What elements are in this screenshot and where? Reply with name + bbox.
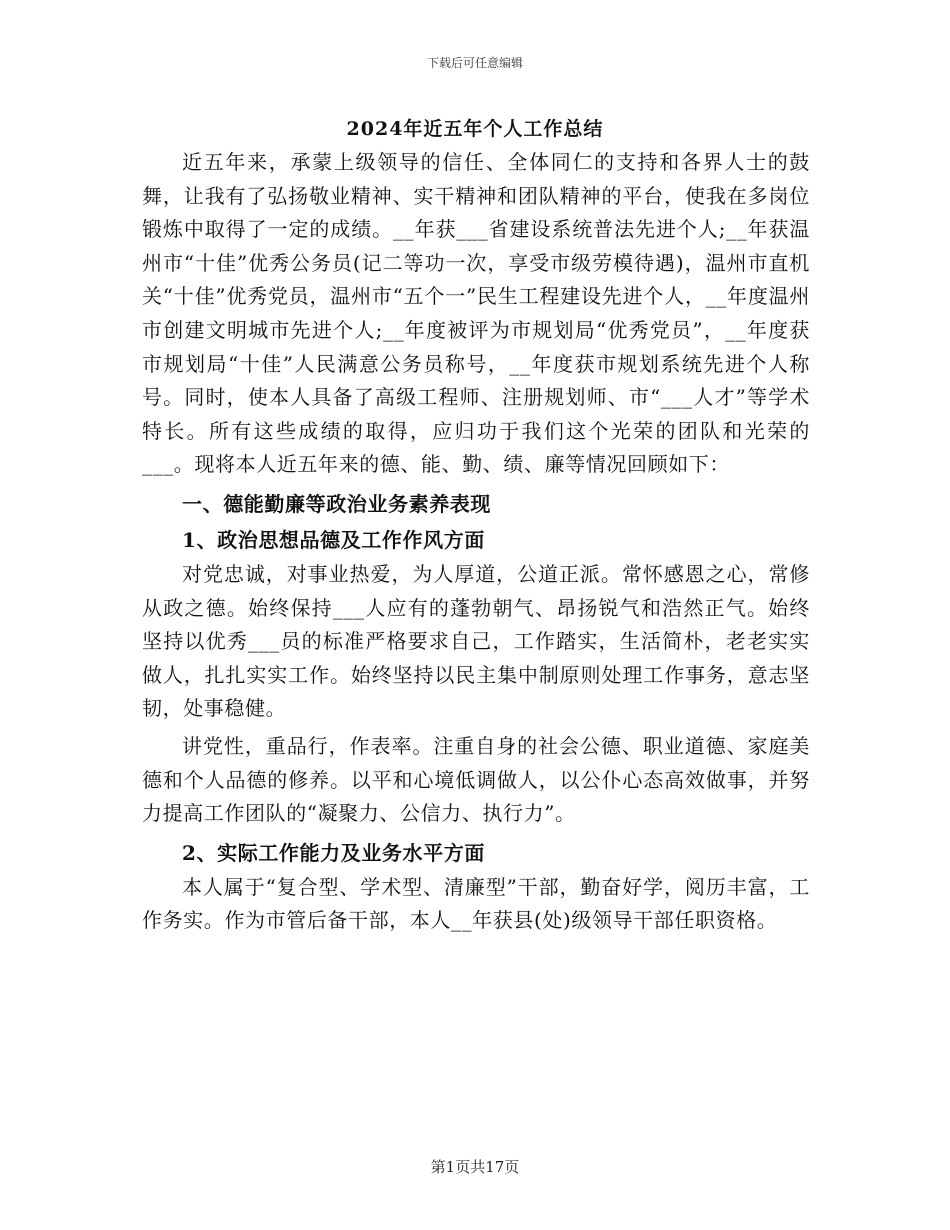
page-number: 第1页共17页 xyxy=(430,1158,520,1176)
subsection-1-paragraph-1: 对党忠诚，对事业热爱，为人厚道，公道正派。常怀感恩之心，常修从政之德。始终保持___人应有的蓬勃朝气、昂扬锐气和浩然正气。始终坚持以优秀___员的标准严格要求自己，工作踏实，生活简朴，老老实实做人，扎扎实实工作。始终坚持以民主集中制原则处理工作事务，意志坚韧，处事稳健。 xyxy=(142,561,810,721)
subsection-heading-1: 1、政治思想品德及工作作风方面 xyxy=(182,527,485,552)
subsection-1-paragraph-2: 讲党性，重品行，作表率。注重自身的社会公德、职业道德、家庭美德和个人品德的修养。以平和心境低调做人，以公仆心态高效做事，并努力提高工作团队的“凝聚力、公信力、执行力”。 xyxy=(142,733,810,826)
subsection-heading-2: 2、实际工作能力及业务水平方面 xyxy=(182,840,485,865)
header-note: 下载后可任意编辑 xyxy=(426,56,523,70)
document-title: 2024年近五年个人工作总结 xyxy=(346,118,604,140)
intro-paragraph: 近五年来，承蒙上级领导的信任、全体同仁的支持和各界人士的鼓舞，让我有了弘扬敬业精神、实干精神和团队精神的平台，使我在多岗位锻炼中取得了一定的成绩。__年获___省建设系统普法先进个人;__年获温州市“十佳”优秀公务员(记二等功一次，享受市级劳模待遇)，温州市直机关“十佳”优秀党员，温州市“五个一”民生工程建设先进个人，__年度温州市创建文明城市先进个人;__年度被评为市规划局“优秀党员”，__年度获市规划局“十佳”人民满意公务员称号，__年度获市规划系统先进个人称号。同时，使本人具备了高级工程师、注册规划师、市“___人才”等学术特长。所有这些成绩的取得，应归功于我们这个光荣的团队和光荣的___。现将本人近五年来的德、能、勤、绩、廉等情况回顾如下： xyxy=(142,150,810,477)
section-heading-1: 一、德能勤廉等政治业务素养表现 xyxy=(182,491,491,516)
document-body xyxy=(142,146,810,938)
subsection-2-paragraph-1: 本人属于“复合型、学术型、清廉型”干部，勤奋好学，阅历丰富，工作务实。作为市管后备干部，本人__年获县(处)级领导干部任职资格。 xyxy=(142,874,810,933)
